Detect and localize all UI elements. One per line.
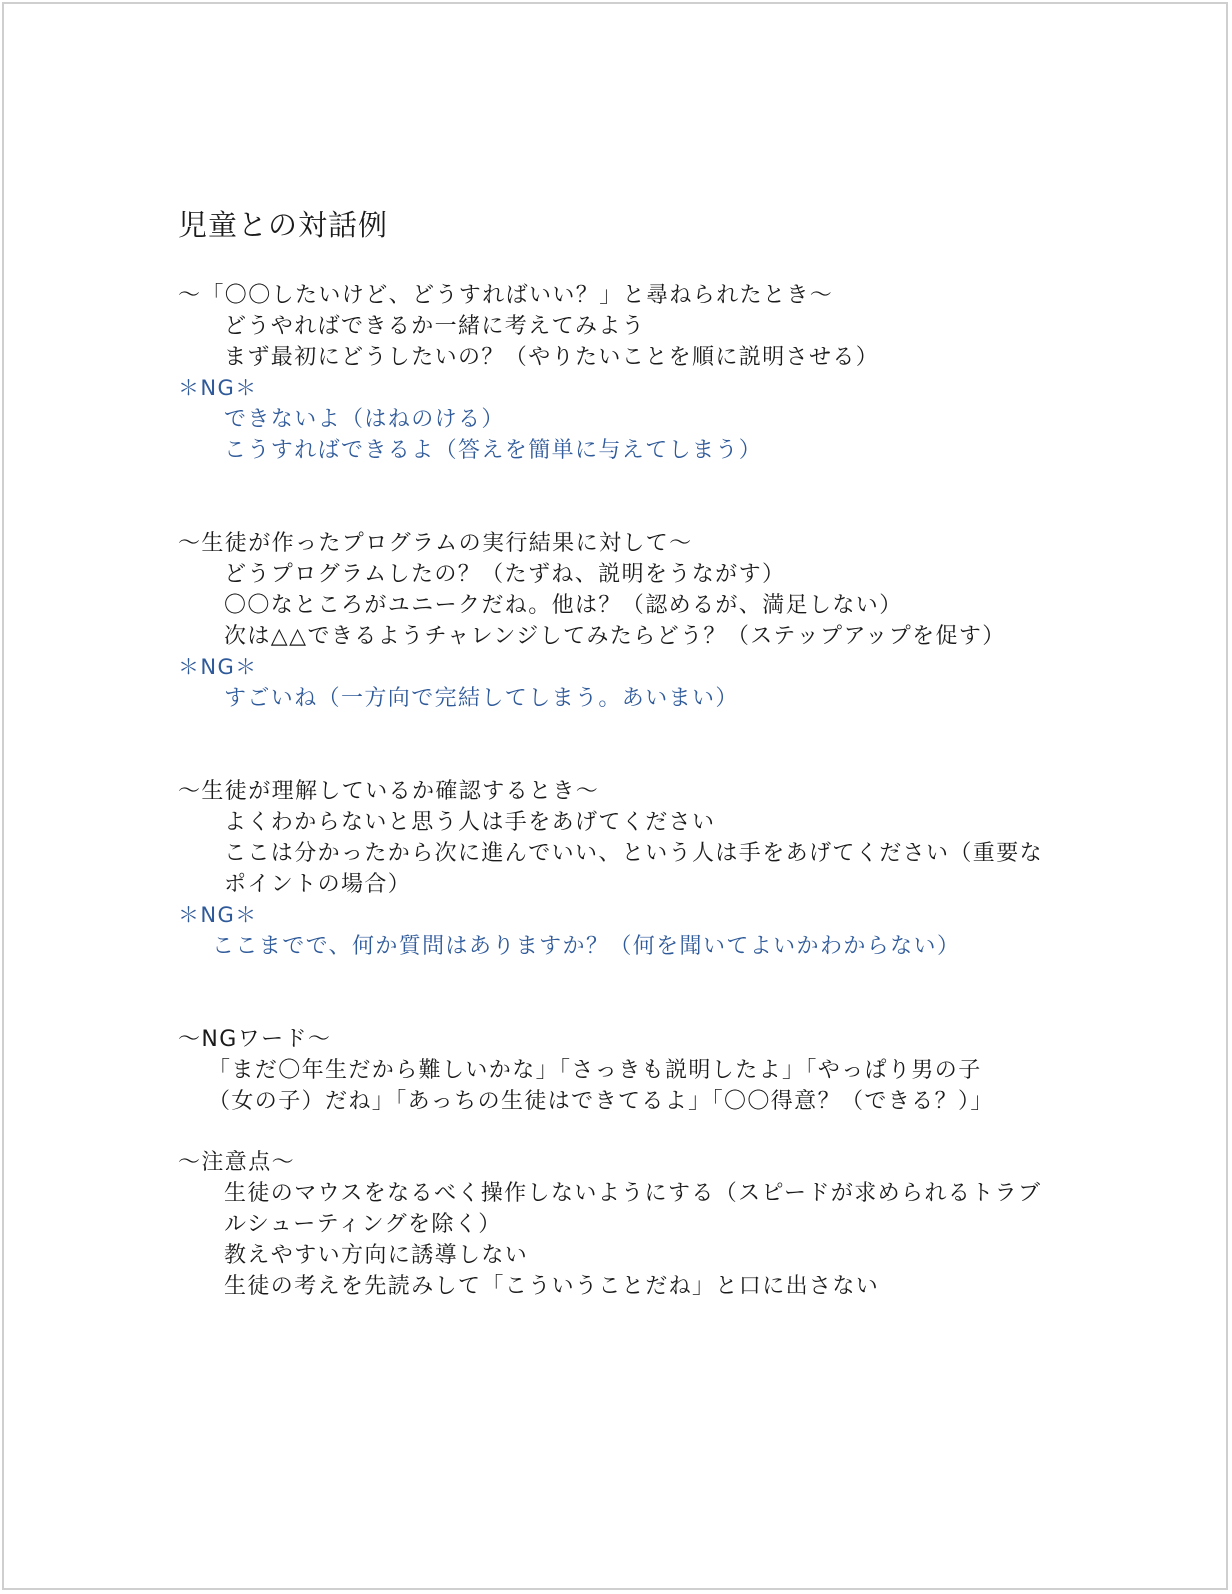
good-example: ここは分かったから次に進んでいい、という人は手をあげてください（重要な: [224, 841, 1044, 866]
good-example: どうプログラムしたの？（たずね、説明をうながす）: [224, 562, 786, 587]
spacer: [178, 962, 1078, 1024]
ng-example: こうすればできるよ（答えを簡単に与えてしまう）: [224, 438, 763, 463]
good-example: どうやればできるか一緒に考えてみよう: [224, 314, 646, 339]
note-line: 生徒のマウスをなるべく操作しないようにする（スピードが求められるトラブ: [224, 1181, 1042, 1206]
document-page: [2, 2, 1228, 1590]
section-heading: 〜生徒が理解しているか確認するとき〜: [178, 779, 600, 804]
ng-word-line: （女の子）だね」「あっちの生徒はできてるよ」「〇〇得意？（できる？）」: [208, 1089, 994, 1114]
note-line: 教えやすい方向に誘導しない: [224, 1243, 529, 1268]
ng-example: すごいね（一方向で完結してしまう。あいまい）: [224, 686, 739, 711]
ng-example: ここまでで、何か質問はありますか？（何を聞いてよいかわからない）: [212, 934, 961, 959]
ng-label: ＊NG＊: [178, 655, 258, 679]
section-asked-how: [178, 280, 1078, 466]
good-example: よくわからないと思う人は手をあげてください: [224, 810, 716, 835]
section-ng-words: [178, 1024, 1078, 1117]
note-line: ルシューティングを除く）: [224, 1212, 502, 1237]
spacer: [178, 466, 1078, 528]
good-example: ポイントの場合）: [224, 872, 412, 897]
note-line: 生徒の考えを先読みして「こういうことだね」と口に出さない: [224, 1274, 880, 1299]
section-heading: 〜NGワード〜: [178, 1027, 332, 1052]
ng-label: ＊NG＊: [178, 376, 258, 400]
section-heading: 〜生徒が作ったプログラムの実行結果に対して〜: [178, 531, 693, 556]
ng-example: できないよ（はねのける）: [224, 407, 505, 432]
section-heading: 〜「〇〇したいけど、どうすればいい？」と尋ねられたとき〜: [178, 283, 834, 308]
spacer: [178, 714, 1078, 776]
section-program-result: [178, 528, 1078, 714]
good-example: まず最初にどうしたいの？（やりたいことを順に説明させる）: [224, 345, 880, 370]
document-title: 児童との対話例: [178, 208, 389, 242]
section-heading: 〜注意点〜: [178, 1150, 296, 1175]
good-example: 〇〇なところがユニークだね。他は？（認めるが、満足しない）: [224, 593, 903, 618]
document-content: [178, 204, 1078, 1302]
ng-word-line: 「まだ〇年生だから難しいかな」「さっきも説明したよ」「やっぱり男の子: [208, 1058, 982, 1083]
ng-label: ＊NG＊: [178, 903, 258, 927]
section-check-understanding: [178, 776, 1078, 962]
good-example: 次は△△できるようチャレンジしてみたらどう？（ステップアップを促す）: [224, 624, 1006, 649]
spacer: [178, 1117, 1078, 1147]
section-notes: [178, 1147, 1078, 1302]
